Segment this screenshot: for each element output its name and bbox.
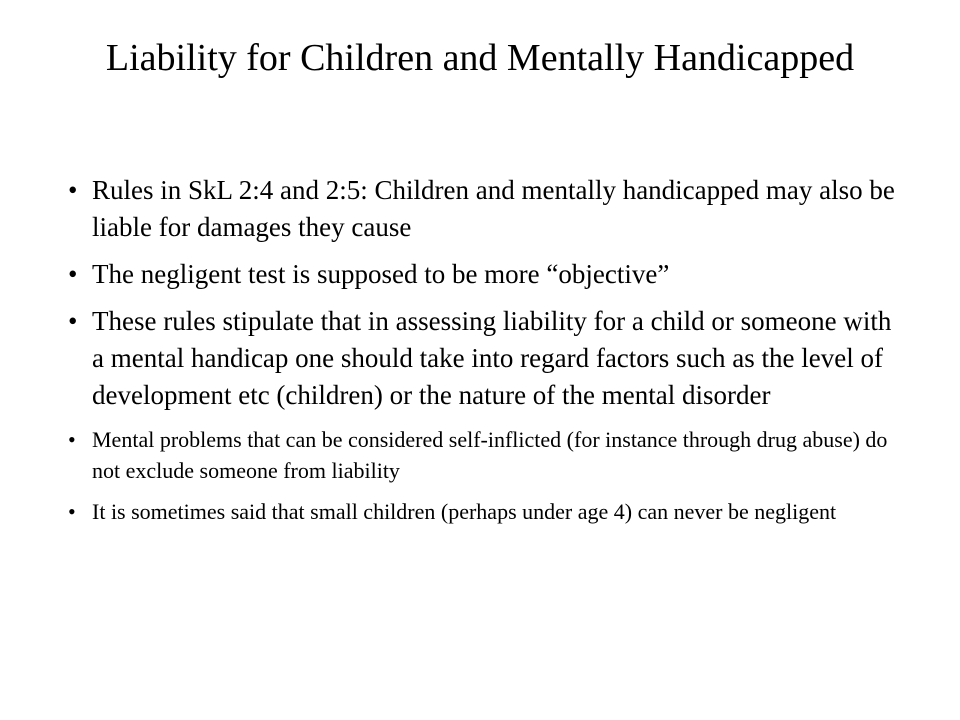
bullet-list xyxy=(60,172,900,537)
bullet-text: It is sometimes said that small children (perhaps under age 4) can never be negligent xyxy=(92,499,837,524)
bullet-item xyxy=(60,303,900,414)
bullet-item xyxy=(60,172,900,246)
bullet-dot-icon: • xyxy=(68,427,76,452)
bullet-dot-icon: • xyxy=(68,499,76,524)
bullet-item xyxy=(60,424,900,486)
bullet-item xyxy=(60,256,900,293)
bullet-item xyxy=(60,496,900,527)
slide-title: Liability for Children and Mentally Handicapped xyxy=(105,37,855,79)
bullet-dot-icon: • xyxy=(68,175,78,205)
bullet-text: The negligent test is supposed to be more “objective” xyxy=(92,259,670,289)
bullet-text: Rules in SkL 2:4 and 2:5: Children and mentally handicapped may also be liable for damages they cause xyxy=(92,175,895,242)
bullet-text: Mental problems that can be considered self-inflicted (for instance through drug abuse) do not exclude someone from liability xyxy=(92,427,888,483)
bullet-dot-icon: • xyxy=(68,259,78,289)
bullet-text: These rules stipulate that in assessing liability for a child or someone with a mental handicap one should take into regard factors such as the level of development etc (children) or the nature of the mental disorder xyxy=(92,306,892,410)
bullet-dot-icon: • xyxy=(68,306,78,336)
